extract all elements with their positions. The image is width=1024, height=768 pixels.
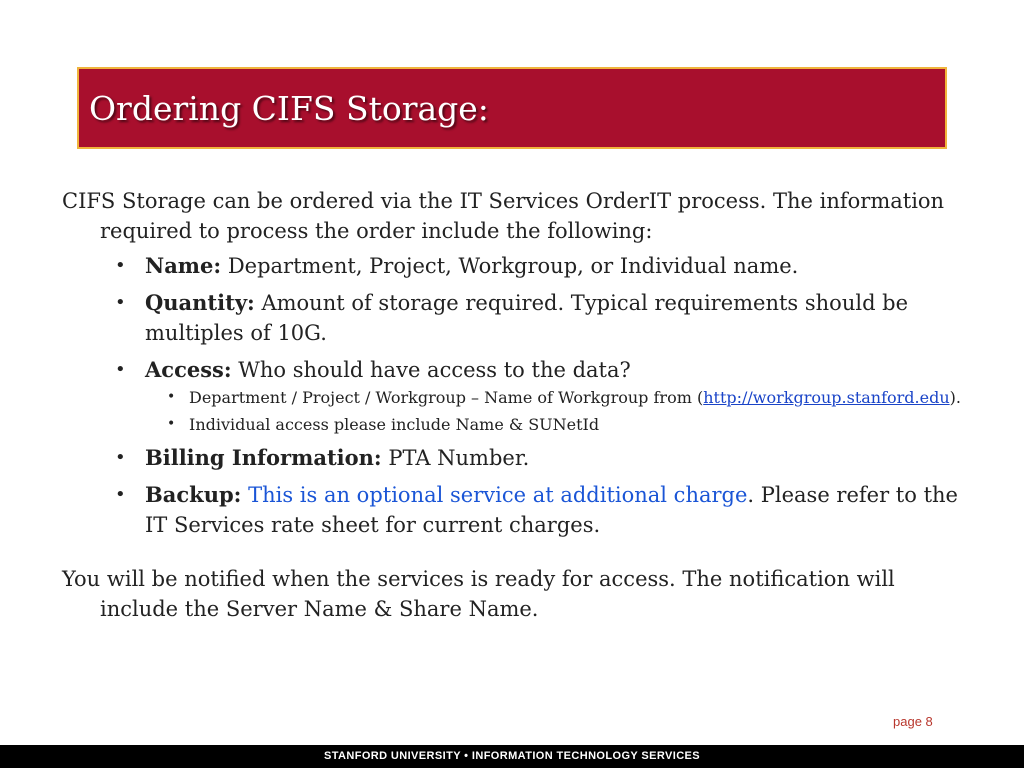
sublist-item-workgroup: [189, 386, 967, 409]
workgroup-link[interactable]: http://workgroup.stanford.edu: [703, 388, 950, 407]
sub-text: Department / Project / Workgroup – Name of Workgroup from (: [189, 388, 704, 407]
backup-highlight: This is an optional service at additional charge: [248, 483, 748, 507]
sublist-item-individual: [189, 413, 967, 436]
list-item-backup: [145, 480, 967, 540]
item-label: Backup:: [145, 482, 242, 507]
sub-text: Individual access please include Name & SUNetId: [189, 415, 600, 434]
requirements-list: [62, 251, 967, 540]
item-label: Quantity:: [145, 290, 255, 315]
access-sublist: [145, 386, 967, 436]
item-text: Amount of storage required. Typical requirements should be multiples of 10G.: [145, 291, 909, 345]
slide-title: Ordering CIFS Storage:: [89, 89, 489, 128]
item-label: Name:: [145, 253, 222, 278]
item-label: Access:: [145, 357, 232, 382]
item-text: Who should have access to the data?: [231, 358, 631, 382]
footer-bar: STANFORD UNIVERSITY • INFORMATION TECHNOLOGY SERVICES: [0, 745, 1024, 768]
list-item-name: [145, 251, 967, 281]
list-item-access: [145, 355, 967, 436]
sub-after: ).: [949, 388, 961, 407]
page-number: page 8: [893, 714, 933, 729]
item-text: Department, Project, Workgroup, or Individual name.: [221, 254, 799, 278]
closing-paragraph: You will be notified when the services is ready for access. The notification will include the Server Name & Share Name.: [62, 567, 895, 621]
slide-body: [62, 186, 967, 624]
item-label: Billing Information:: [145, 445, 382, 470]
list-item-billing: [145, 443, 967, 473]
title-banner: [77, 67, 947, 149]
list-item-quantity: [145, 288, 967, 348]
intro-paragraph: CIFS Storage can be ordered via the IT Services OrderIT process. The information required to process the order include the following:: [62, 189, 945, 243]
item-text: PTA Number.: [381, 446, 530, 470]
item-text: . Please refer to the IT Services rate sheet for current charges.: [145, 483, 958, 537]
